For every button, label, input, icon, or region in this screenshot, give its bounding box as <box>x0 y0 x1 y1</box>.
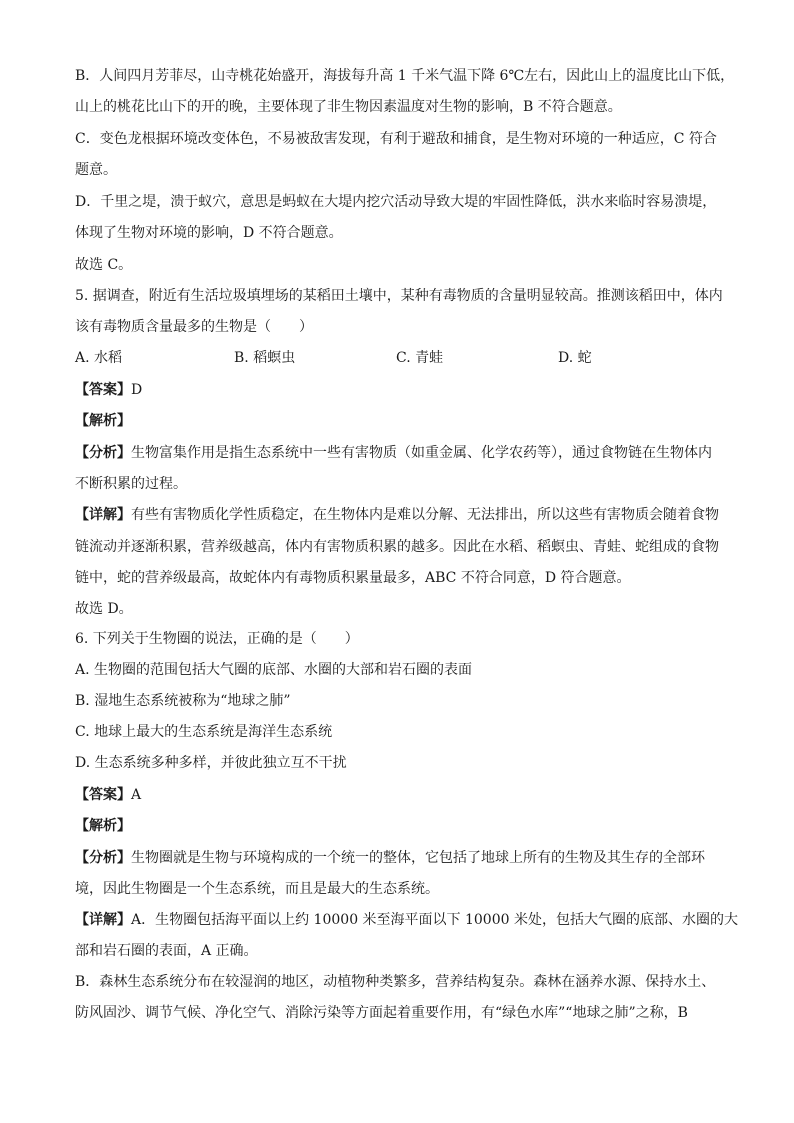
text-line: 山上的桃花比山下的开的晚，主要体现了非生物因素温度对生物的影响，B 不符合题意。 <box>75 99 622 115</box>
text-line: 体现了生物对环境的影响，D 不符合题意。 <box>75 225 343 241</box>
fenxi-text: 生物富集作用是指生态系统中一些有害物质（如重金属、化学农药等），通过食物链在生物体内 <box>131 445 712 461</box>
option-c: C. 青蛙 <box>396 350 444 366</box>
text-line: B．人间四月芳菲尽，山寺桃花始盛开，海拔每升高 1 千米气温下降 6℃左右，因此山上的温度比山下低， <box>75 68 735 84</box>
xiangjie-line: 部和岩石圈的表面，A 正确。 <box>75 943 258 959</box>
xiangjie-text: A．生物圈包括海平面以上约 10000 米至海平面以下 10000 米处，包括大气圈的底部、水圈的大 <box>131 912 738 928</box>
option-d: D. 生态系统多种多样，并彼此独立互不干扰 <box>75 755 347 771</box>
xiangjie-text: 有些有害物质化学性质稳定，在生物体内是难以分解、无法排出，所以这些有害物质会随着食物 <box>131 507 719 523</box>
xiangjie-line <box>75 505 724 525</box>
text-line: B．森林生态系统分布在较湿润的地区，动植物种类繁多，营养结构复杂。森林在涵养水源、保持水土、 <box>75 974 716 990</box>
option-a: A. 水稻 <box>75 350 123 366</box>
answer-value: A <box>131 787 142 803</box>
answer-tag: 【答案】 <box>75 382 131 398</box>
answer-value: D <box>131 382 143 398</box>
option-a: A. 生物圈的范围包括大气圈的底部、水圈的大部和岩石圈的表面 <box>75 662 473 678</box>
text-line: D．千里之堤，溃于蚁穴，意思是蚂蚁在大堤内挖穴活动导致大堤的牢固性降低，洪水来临时容易溃堤， <box>75 194 717 210</box>
fenxi-line: 境，因此生物圈是一个生态系统，而且是最大的生态系统。 <box>75 881 439 897</box>
fenxi-line <box>75 443 724 463</box>
xiangjie-tag: 【详解】 <box>75 912 131 928</box>
xiangjie-line: 链流动并逐渐积累，营养级越高，体内有害物质积累的越多。因此在水稻、稻螟虫、青蛙、蛇组成的食物 <box>75 539 719 555</box>
analysis-tag: 【解析】 <box>75 413 131 429</box>
fenxi-tag: 【分析】 <box>75 445 131 461</box>
fenxi-tag: 【分析】 <box>75 850 131 866</box>
option-c: C. 地球上最大的生态系统是海洋生态系统 <box>75 724 333 740</box>
choose-line: 故选 D。 <box>75 601 133 617</box>
option-b: B. 稻螟虫 <box>234 350 296 366</box>
analysis-heading <box>75 816 724 836</box>
fenxi-line <box>75 848 724 868</box>
question-5-text: 该有毒物质含量最多的生物是（ ） <box>75 319 313 335</box>
option-b: B. 湿地生态系统被称为“地球之肺” <box>75 693 291 709</box>
fenxi-text: 生物圈就是生物与环境构成的一个统一的整体，它包括了地球上所有的生物及其生存的全部环 <box>131 850 705 866</box>
answer-line <box>75 785 724 805</box>
xiangjie-line: 链中，蛇的营养级最高，故蛇体内有毒物质积累量最多，ABC 不符合同意，D 符合题意。 <box>75 570 631 586</box>
fenxi-line: 不断积累的过程。 <box>75 476 187 492</box>
xiangjie-tag: 【详解】 <box>75 507 131 523</box>
analysis-heading <box>75 411 724 431</box>
answer-tag: 【答案】 <box>75 787 131 803</box>
text-line: C．变色龙根据环境改变体色，不易被敌害发现，有利于避敌和捕食，是生物对环境的一种适应，C 符合 <box>75 131 717 147</box>
question-5-text: 5. 据调查，附近有生活垃圾填埋场的某稻田土壤中，某种有毒物质的含量明显较高。推测该稻田中，体内 <box>75 288 723 304</box>
question-6-text: 6. 下列关于生物圈的说法，正确的是（ ） <box>75 631 359 647</box>
text-line: 故选 C。 <box>75 257 133 273</box>
analysis-tag: 【解析】 <box>75 818 131 834</box>
option-d: D. 蛇 <box>558 350 592 366</box>
text-line: 题意。 <box>75 162 117 178</box>
text-line: 防风固沙、调节气候、净化空气、消除污染等方面起着重要作用，有“绿色水库”“地球之肺”之称，B <box>75 1005 688 1021</box>
answer-line <box>75 380 724 400</box>
xiangjie-line <box>75 910 738 930</box>
